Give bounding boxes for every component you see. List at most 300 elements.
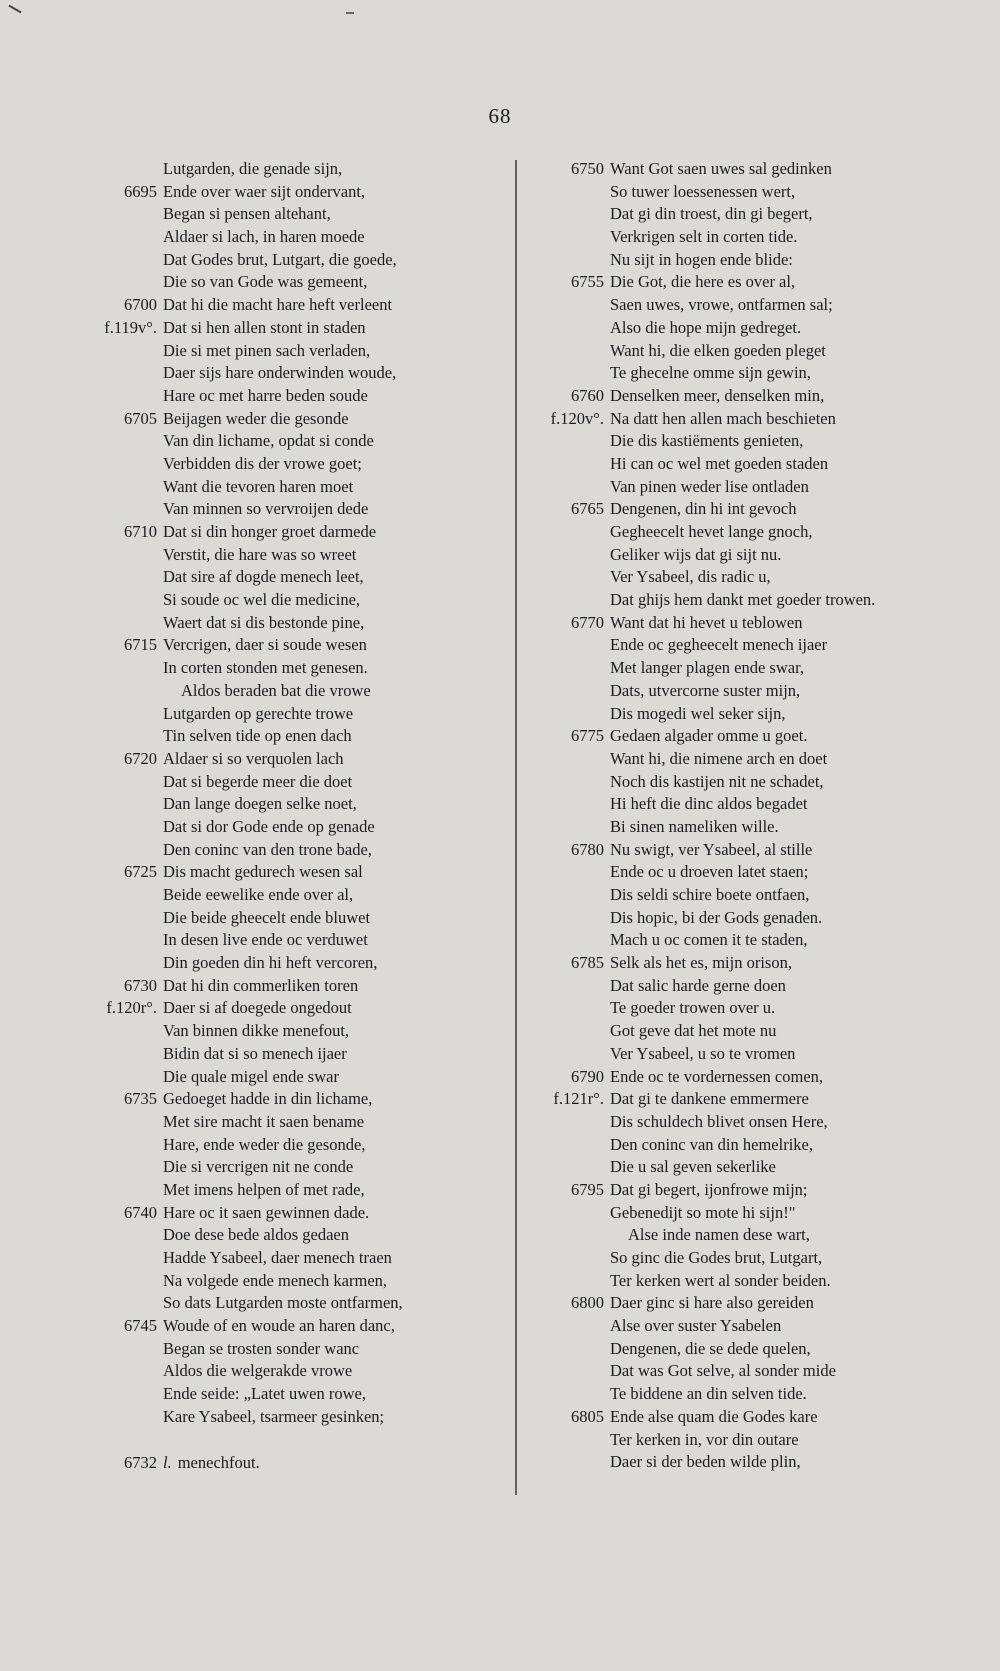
verse-line [524, 680, 944, 703]
verse-text: Hare, ende weder die gesonde, [163, 1134, 366, 1154]
line-number [524, 317, 610, 340]
line-number [524, 476, 610, 499]
verse-line [88, 1066, 498, 1089]
verse-text: Verkrigen selt in corten tide. [610, 227, 798, 247]
verse-line [524, 748, 944, 771]
verse-line [524, 1360, 944, 1383]
verse-line [88, 544, 498, 567]
line-number [524, 793, 610, 816]
line-number [88, 589, 163, 612]
verse-line [88, 430, 498, 453]
verse-line [524, 1270, 944, 1293]
line-number: 6700 [124, 295, 157, 315]
verse-text: Dat hi din commerliken toren [163, 975, 359, 995]
footnote-number: 6732 [124, 1453, 157, 1472]
verse-line [88, 1179, 498, 1202]
line-number [524, 340, 610, 363]
verse-line [524, 498, 944, 521]
verse-line [88, 566, 498, 589]
verse-text: Met imens helpen of met rade, [163, 1179, 365, 1199]
verse-text: So dats Lutgarden moste ontfarmen, [163, 1293, 403, 1313]
verse-text: Dengenen, die se dede quelen, [610, 1338, 811, 1358]
verse-text: Dat si dor Gode ende op genade [163, 816, 375, 836]
verse-text: Dat Godes brut, Lutgart, die goede, [163, 249, 397, 269]
verse-line [524, 226, 944, 249]
verse-line [524, 1338, 944, 1361]
verse-line [88, 929, 498, 952]
line-number [524, 1451, 610, 1474]
verse-line [524, 1224, 944, 1247]
verse-line [524, 952, 944, 975]
line-number [524, 1224, 610, 1247]
footnote [88, 1452, 260, 1474]
verse-text: Dat si din honger groet darmede [163, 522, 377, 541]
verse-line [88, 975, 498, 998]
verse-text: Die u sal geven sekerlike [610, 1157, 776, 1177]
verse-line [524, 1451, 944, 1474]
line-number [88, 1292, 163, 1315]
verse-line [524, 249, 944, 272]
verse-line [88, 748, 498, 771]
verse-line [88, 884, 498, 907]
verse-line [524, 340, 944, 363]
verse-text: Dat gi begert, ijonfrowe mijn; [610, 1179, 808, 1199]
line-number: 6735 [124, 1089, 157, 1109]
right-column [524, 158, 944, 1474]
line-number [524, 1202, 610, 1225]
line-number [524, 771, 610, 794]
verse-text: Lutgarden op gerechte trowe [163, 703, 354, 723]
line-number: 6800 [571, 1293, 604, 1313]
line-number [524, 1156, 610, 1179]
verse-line [524, 725, 944, 748]
verse-line [88, 498, 498, 521]
verse-text: Dat sire af dogde menech leet, [163, 567, 364, 587]
line-number [88, 612, 163, 635]
footnote-label: l. [163, 1453, 172, 1472]
line-number [88, 340, 163, 363]
verse-text: Got geve dat het mote nu [610, 1021, 777, 1041]
verse-line [524, 317, 944, 340]
verse-text: In desen live ende oc verduwet [163, 930, 368, 950]
line-number [524, 430, 610, 453]
verse-text: Dis schuldech blivet onsen Here, [610, 1111, 828, 1131]
line-number: f.120v°. [550, 408, 604, 428]
line-number [524, 1020, 610, 1043]
verse-text: Den coninc van din hemelrike, [610, 1134, 813, 1154]
line-number: 6765 [571, 499, 604, 519]
column-divider [515, 160, 517, 1495]
verse-line [524, 1156, 944, 1179]
verse-line [524, 1315, 944, 1338]
verse-line [88, 952, 498, 975]
verse-text: Beijagen weder die gesonde [163, 408, 349, 428]
line-number [88, 1134, 163, 1157]
verse-text: Van minnen so vervroijen dede [163, 499, 369, 519]
verse-line [524, 634, 944, 657]
verse-text: Die beide gheecelt ende bluwet [163, 907, 371, 927]
verse-line [88, 725, 498, 748]
verse-line [524, 816, 944, 839]
verse-text: Hi heft die dinc aldos begadet [610, 794, 808, 814]
line-number [88, 385, 163, 408]
verse-line [524, 203, 944, 226]
verse-line [524, 703, 944, 726]
line-number [88, 566, 163, 589]
verse-line [88, 362, 498, 385]
line-number: 6725 [124, 862, 157, 882]
verse-text: Na volgede ende menech karmen, [163, 1270, 388, 1290]
verse-text: Dat salic harde gerne doen [610, 975, 786, 995]
line-number [88, 1383, 163, 1406]
verse-text: Ver Ysabeel, u so te vromen [610, 1043, 796, 1063]
line-number [524, 907, 610, 930]
line-number [88, 703, 163, 726]
verse-line [524, 408, 944, 431]
verse-text: Aldos die welgerakde vrowe [163, 1361, 353, 1381]
verse-line [524, 1134, 944, 1157]
line-number [524, 1247, 610, 1270]
line-number [524, 1429, 610, 1452]
line-number [88, 158, 163, 181]
verse-text: Ende oc u droeven latet staen; [610, 862, 809, 882]
verse-text: Daer si af doegede ongedout [163, 998, 352, 1018]
verse-text: Alse over suster Ysabelen [610, 1316, 782, 1336]
verse-line [88, 340, 498, 363]
line-number [88, 1020, 163, 1043]
verse-line [524, 521, 944, 544]
verse-line [524, 1088, 944, 1111]
verse-line [88, 1020, 498, 1043]
line-number [524, 181, 610, 204]
verse-text: Te goeder trowen over u. [610, 998, 776, 1018]
line-number [524, 816, 610, 839]
line-number [88, 884, 163, 907]
verse-line [88, 476, 498, 499]
line-number [88, 680, 163, 703]
verse-text: Nu sijt in hogen ende blide: [610, 249, 793, 269]
line-number [88, 1043, 163, 1066]
verse-line [524, 884, 944, 907]
verse-text: Gedaen algader omme u goet. [610, 726, 808, 746]
verse-text: Hare oc it saen gewinnen dade. [163, 1202, 370, 1222]
verse-line [88, 657, 498, 680]
verse-text: Aldaer si lach, in haren moede [163, 227, 365, 247]
verse-line [88, 226, 498, 249]
verse-line [524, 1292, 944, 1315]
line-number [524, 748, 610, 771]
verse-text: Gedoeget hadde in din lichame, [163, 1089, 373, 1109]
line-number [524, 1338, 610, 1361]
line-number: 6715 [124, 635, 157, 655]
verse-line [88, 1292, 498, 1315]
line-number [524, 975, 610, 998]
line-number: 6785 [571, 953, 604, 973]
verse-text: Van din lichame, opdat si conde [163, 431, 374, 451]
line-number [88, 952, 163, 975]
line-number: 6770 [571, 612, 604, 632]
verse-text: Waert dat si dis bestonde pine, [163, 612, 365, 632]
verse-text: Te biddene an din selven tide. [610, 1384, 807, 1404]
verse-text: Doe dese bede aldos gedaen [163, 1225, 350, 1245]
verse-line [524, 1429, 944, 1452]
verse-text: Ende seide: „Latet uwen rowe, [163, 1384, 366, 1404]
verse-line [524, 362, 944, 385]
verse-text: Hadde Ysabeel, daer menech traen [163, 1248, 392, 1267]
verse-line [88, 816, 498, 839]
verse-text: Ter kerken wert al sonder beiden. [610, 1270, 831, 1290]
verse-text: Woude of en woude an haren danc, [163, 1316, 395, 1336]
verse-line [88, 1134, 498, 1157]
verse-line [88, 203, 498, 226]
line-number [524, 362, 610, 385]
verse-line [524, 997, 944, 1020]
line-number: f.121r°. [553, 1089, 604, 1109]
verse-line [88, 1247, 498, 1270]
verse-text: Dat gi te dankene emmermere [610, 1089, 809, 1109]
verse-text: Den coninc van den trone bade, [163, 839, 372, 859]
verse-line [88, 453, 498, 476]
verse-text: Met sire macht it saen bename [163, 1111, 365, 1131]
verse-line [524, 793, 944, 816]
line-number [88, 839, 163, 862]
line-number [88, 1179, 163, 1202]
verse-text: Selk als het es, mijn orison, [610, 953, 792, 973]
verse-text: Aldos beraden bat die vrowe [181, 680, 371, 700]
line-number: 6795 [571, 1179, 604, 1199]
verse-line [88, 158, 498, 181]
verse-text: Van pinen weder lise ontladen [610, 476, 809, 496]
verse-line [88, 1270, 498, 1293]
verse-text: Die si vercrigen nit ne conde [163, 1157, 354, 1177]
line-number [88, 430, 163, 453]
verse-text: Dis macht gedurech wesen sal [163, 862, 363, 882]
line-number: 6710 [124, 522, 157, 541]
line-number: 6720 [124, 748, 157, 768]
verse-line [524, 589, 944, 612]
line-number [524, 1383, 610, 1406]
footnote-text: menechfout. [177, 1453, 260, 1472]
verse-line [524, 907, 944, 930]
verse-text: Van binnen dikke menefout, [163, 1021, 350, 1041]
line-number [88, 249, 163, 272]
verse-text: Te ghecelne omme sijn gewin, [610, 363, 811, 383]
verse-line [524, 1020, 944, 1043]
verse-text: Na datt hen allen mach beschieten [610, 408, 836, 428]
line-number [524, 294, 610, 317]
line-number [88, 476, 163, 499]
verse-line [88, 1383, 498, 1406]
verse-text: Ende oc gegheecelt menech ijaer [610, 635, 828, 655]
line-number [88, 929, 163, 952]
line-number [88, 453, 163, 476]
verse-line [524, 476, 944, 499]
line-number [524, 1270, 610, 1293]
line-number [88, 1111, 163, 1134]
verse-text: Gegheecelt hevet lange gnoch, [610, 522, 813, 541]
verse-text: Dats, utvercorne suster mijn, [610, 680, 801, 700]
verse-line [524, 430, 944, 453]
line-number: 6695 [124, 181, 157, 201]
line-number: 6755 [571, 272, 604, 292]
verse-line [524, 1247, 944, 1270]
line-number [524, 249, 610, 272]
verse-line [88, 1202, 498, 1225]
verse-line [88, 839, 498, 862]
line-number: 6730 [124, 975, 157, 995]
line-number [88, 1338, 163, 1361]
verse-text: Beide eewelike ende over al, [163, 885, 354, 904]
verse-line [524, 975, 944, 998]
verse-text: Daer si der beden wilde plin, [610, 1452, 801, 1472]
verse-text: Die so van Gode was gemeent, [163, 272, 368, 292]
verse-text: Dis mogedi wel seker sijn, [610, 703, 786, 723]
verse-text: Verbidden dis der vrowe goet; [163, 453, 362, 473]
verse-line [88, 612, 498, 635]
verse-line [524, 1383, 944, 1406]
line-number [88, 1406, 163, 1429]
verse-text: Want hi, die nimene arch en doet [610, 748, 828, 768]
verse-line [88, 1315, 498, 1338]
verse-text: Si soude oc wel die medicine, [163, 590, 361, 610]
line-number: 6745 [124, 1316, 157, 1336]
line-number [524, 657, 610, 680]
verse-text: Dengenen, din hi int gevoch [610, 499, 797, 519]
verse-text: Ende alse quam die Godes kare [610, 1406, 818, 1426]
line-number [524, 884, 610, 907]
verse-line [524, 657, 944, 680]
verse-text: Din goeden din hi heft vercoren, [163, 953, 378, 973]
line-number [88, 362, 163, 385]
line-number [88, 907, 163, 930]
verse-text: Aldaer si so verquolen lach [163, 748, 344, 768]
verse-text: Began si pensen altehant, [163, 204, 331, 224]
line-number: 6740 [124, 1202, 157, 1222]
verse-line [88, 1043, 498, 1066]
line-number [524, 1360, 610, 1383]
verse-line [88, 181, 498, 204]
line-number: 6790 [571, 1066, 604, 1086]
verse-line [88, 294, 498, 317]
line-number [88, 771, 163, 794]
verse-text: Dat hi die macht hare heft verleent [163, 295, 393, 315]
verse-text: Want dat hi hevet u teblowen [610, 612, 803, 632]
line-number [88, 1247, 163, 1270]
line-number [524, 453, 610, 476]
verse-text: Dis seldi schire boete ontfaen, [610, 885, 810, 904]
verse-text: Hare oc met harre beden soude [163, 385, 368, 405]
verse-text: Dat si begerde meer die doet [163, 771, 353, 791]
line-number [88, 544, 163, 567]
verse-text: Gebenedijt so mote hi sijn!" [610, 1202, 796, 1222]
verse-text: Ende oc te vordernessen comen, [610, 1066, 824, 1086]
line-number: 6750 [571, 159, 604, 178]
verse-line [524, 181, 944, 204]
verse-text: Die quale migel ende swar [163, 1066, 339, 1086]
verse-line [524, 294, 944, 317]
verse-text: Tin selven tide op enen dach [163, 726, 352, 746]
verse-line [524, 271, 944, 294]
verse-line [88, 1224, 498, 1247]
verse-text: Alse inde namen dese wart, [628, 1225, 810, 1245]
verse-line [524, 771, 944, 794]
verse-text: Dan lange doegen selke noet, [163, 794, 357, 814]
verse-text: Also die hope mijn gedreget. [610, 317, 802, 337]
line-number [524, 521, 610, 544]
line-number [88, 226, 163, 249]
verse-line [88, 1406, 498, 1429]
line-number [524, 997, 610, 1020]
verse-line [524, 1111, 944, 1134]
verse-text: Dat ghijs hem dankt met goeder trowen. [610, 590, 876, 610]
verse-line [88, 589, 498, 612]
verse-text: Saen uwes, vrowe, ontfarmen sal; [610, 295, 833, 315]
line-number [524, 634, 610, 657]
verse-line [524, 1043, 944, 1066]
verse-text: So tuwer loessenessen wert, [610, 181, 796, 201]
line-number [88, 498, 163, 521]
line-number [524, 566, 610, 589]
verse-text: Denselken meer, denselken min, [610, 385, 825, 405]
verse-line [524, 839, 944, 862]
verse-line [524, 1179, 944, 1202]
line-number [88, 657, 163, 680]
line-number [88, 816, 163, 839]
verse-line [88, 703, 498, 726]
verse-text: Die Got, die here es over al, [610, 272, 796, 292]
verse-line [88, 861, 498, 884]
line-number [524, 1315, 610, 1338]
verse-line [88, 771, 498, 794]
line-number [88, 1066, 163, 1089]
line-number [524, 929, 610, 952]
verse-text: Hi can oc wel met goeden staden [610, 453, 829, 473]
verse-line [524, 385, 944, 408]
verse-text: In corten stonden met genesen. [163, 658, 368, 678]
verse-text: Ver Ysabeel, dis radic u, [610, 567, 771, 587]
verse-line [524, 612, 944, 635]
verse-text: Nu swigt, ver Ysabeel, al stille [610, 839, 813, 859]
verse-line [88, 271, 498, 294]
line-number [524, 203, 610, 226]
verse-text: Met langer plagen ende swar, [610, 658, 805, 678]
line-number: 6805 [571, 1406, 604, 1426]
line-number [88, 271, 163, 294]
verse-line [524, 566, 944, 589]
verse-text: Kare Ysabeel, tsarmeer gesinken; [163, 1406, 385, 1426]
verse-text: Bidin dat si so menech ijaer [163, 1043, 347, 1063]
verse-text: Dat gi din troest, din gi begert, [610, 204, 813, 224]
verse-line [88, 1111, 498, 1134]
line-number [524, 1043, 610, 1066]
verse-line [88, 385, 498, 408]
line-number [88, 203, 163, 226]
verse-text: Dat si hen allen stont in staden [163, 317, 366, 337]
print-mark [346, 12, 354, 14]
verse-line [88, 793, 498, 816]
verse-line [524, 929, 944, 952]
line-number [524, 680, 610, 703]
line-number [524, 1134, 610, 1157]
verse-text: Began se trosten sonder wanc [163, 1338, 360, 1358]
verse-line [88, 634, 498, 657]
verse-line [88, 907, 498, 930]
verse-line [88, 1360, 498, 1383]
verse-text: Dat was Got selve, al sonder mide [610, 1361, 836, 1381]
page-number: 68 [488, 104, 512, 128]
verse-text: Vercrigen, daer si soude wesen [163, 635, 367, 655]
line-number [524, 589, 610, 612]
